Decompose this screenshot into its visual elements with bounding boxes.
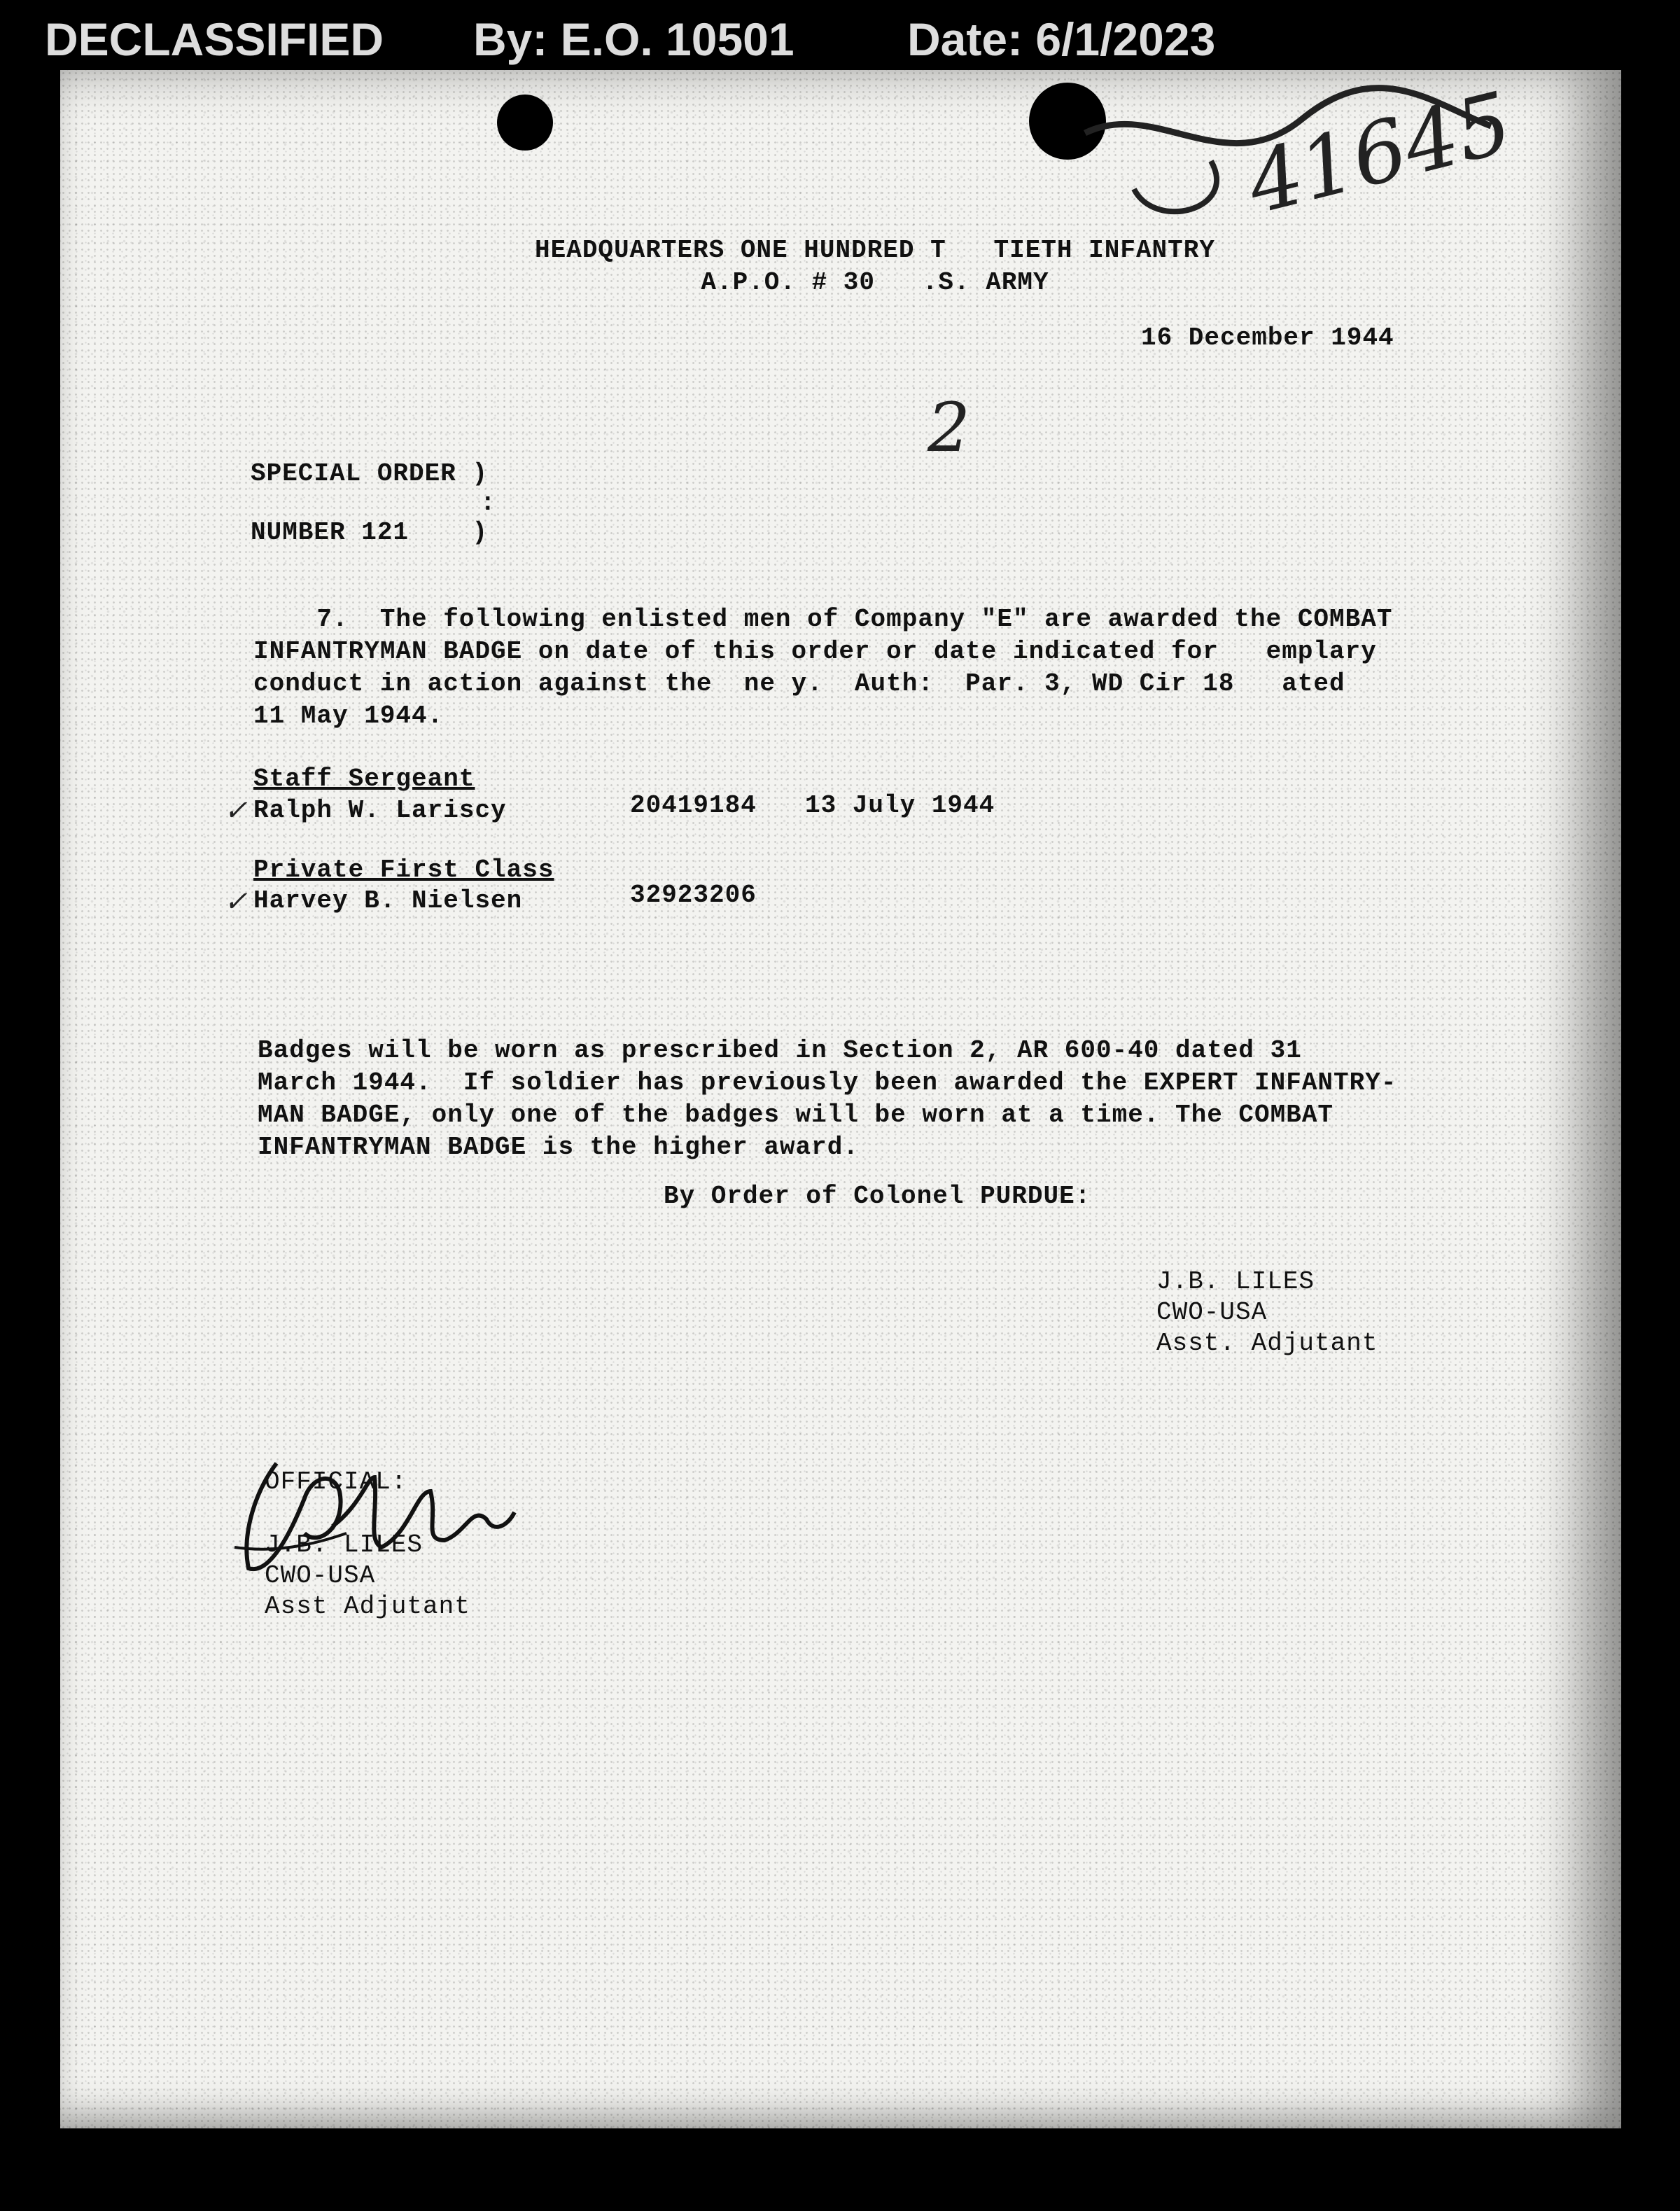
punch-hole-left [497, 95, 553, 151]
award-2-rank: Private First Class [253, 856, 554, 884]
paragraph-7-line-3: conduct in action against the ne y. Auth: Par. 3, WD Cir 18 ated [253, 669, 1345, 698]
signer-rank: CWO-USA [1156, 1298, 1268, 1327]
check-mark-icon: ✓ [224, 886, 248, 918]
declassified-label: DECLASSIFIED [45, 13, 384, 65]
award-2-serial: 32923206 [630, 881, 757, 909]
by-order-line: By Order of Colonel PURDUE: [664, 1182, 1091, 1211]
official-title: Asst Adjutant [265, 1592, 470, 1621]
check-mark-icon: ✓ [224, 795, 248, 827]
handwritten-page-mark: 2 [927, 389, 971, 467]
header-line-1: HEADQUARTERS ONE HUNDRED T TIETH INFANTRY [535, 236, 1215, 265]
handwritten-file-number: 41645 [1238, 74, 1521, 234]
award-2-name: Harvey B. Nielsen [253, 886, 523, 915]
document-date: 16 December 1944 [1141, 323, 1394, 352]
authority-label: By: E.O. 10501 [473, 13, 794, 65]
order-number-label: NUMBER 121 ) [251, 518, 489, 547]
official-rank: CWO-USA [265, 1561, 376, 1590]
badges-paragraph-line-2: March 1944. If soldier has previously been awarded the EXPERT INFANTRY- [258, 1068, 1397, 1097]
award-1-date: 13 July 1944 [805, 791, 995, 820]
official-label: OFFICIAL: [265, 1467, 407, 1496]
signer-name: J.B. LILES [1156, 1267, 1315, 1296]
award-1-serial: 20419184 [630, 791, 757, 820]
special-order-colon: : [480, 489, 496, 517]
badges-paragraph-line-1: Badges will be worn as prescribed in Section 2, AR 600-40 dated 31 [258, 1036, 1302, 1065]
declassification-banner [0, 0, 1680, 77]
declassified-date: Date: 6/1/2023 [907, 13, 1216, 65]
badges-paragraph-line-3: MAN BADGE, only one of the badges will be worn at a time. The COMBAT [258, 1101, 1334, 1129]
badges-paragraph-line-4: INFANTRYMAN BADGE is the higher award. [258, 1133, 859, 1162]
paragraph-7-line-1: 7. The following enlisted men of Company "E" are awarded the COMBAT [253, 605, 1393, 634]
official-name: J.B. LILES [265, 1530, 424, 1559]
paragraph-7-line-2: INFANTRYMAN BADGE on date of this order or date indicated for emplary [253, 637, 1377, 666]
award-1-name: Ralph W. Lariscy [253, 796, 507, 825]
handwritten-signature [227, 1449, 522, 1589]
signer-title: Asst. Adjutant [1156, 1329, 1378, 1358]
header-line-2: A.P.O. # 30 .S. ARMY [701, 268, 1049, 297]
award-1-rank: Staff Sergeant [253, 765, 475, 793]
paragraph-7-line-4: 11 May 1944. [253, 702, 444, 730]
handwritten-scribble [1071, 77, 1505, 242]
special-order-label: SPECIAL ORDER ) [251, 459, 489, 488]
